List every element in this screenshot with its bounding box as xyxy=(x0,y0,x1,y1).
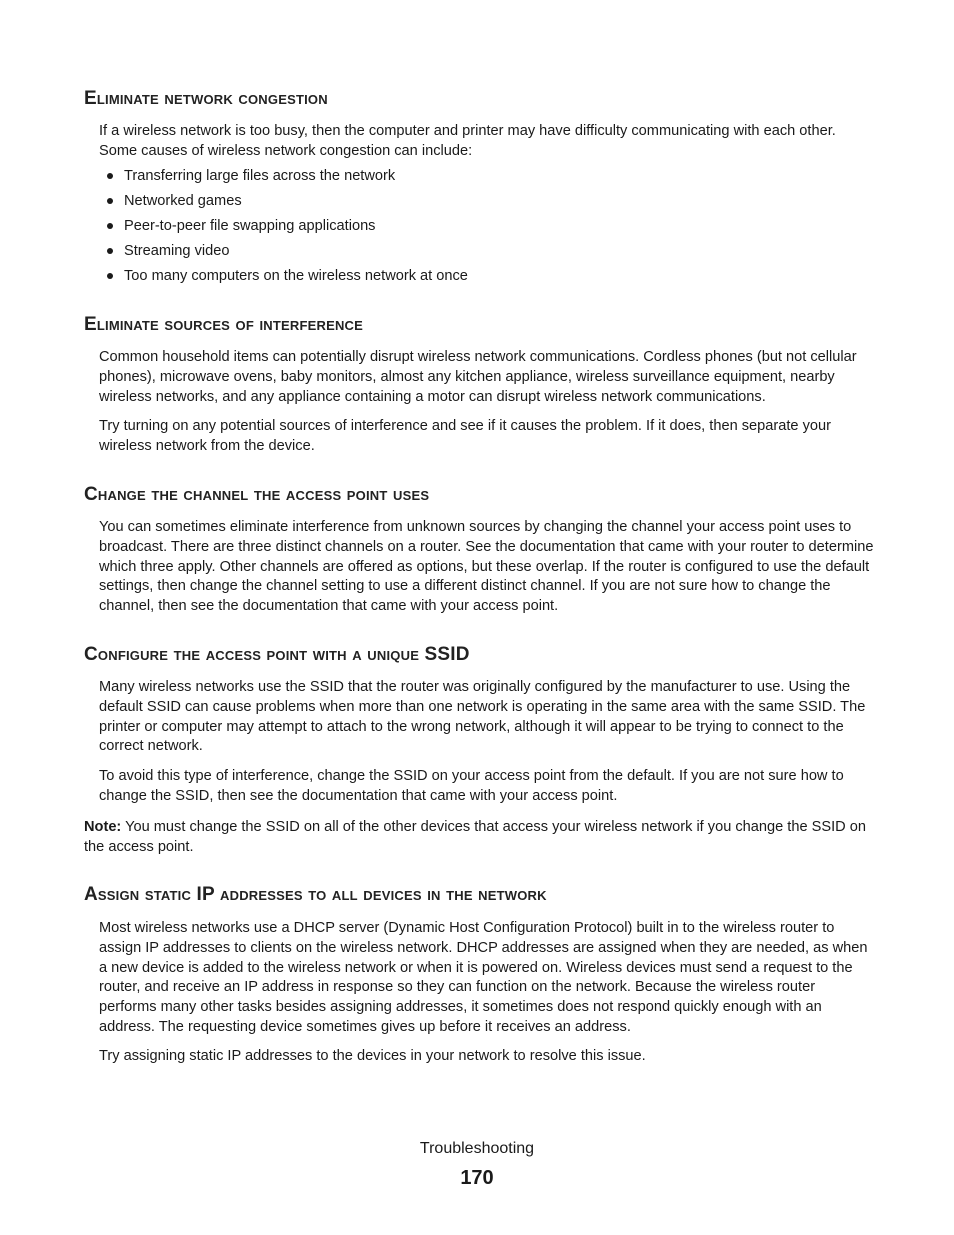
list-item xyxy=(99,191,468,216)
list-item xyxy=(99,241,468,266)
bullet-icon xyxy=(107,248,113,254)
paragraph: Many wireless networks use the SSID that the router was originally configured by the manufacturer to use. Using the default SSID can cause problems when more than one network is operating in the same area with the same SSID. The printer or computer may attempt to attach to the wrong network, although it will appear to be trying to connect to the correct network. xyxy=(99,679,866,755)
section-heading-unique-ssid: Configure the access point with a unique SSID xyxy=(84,644,470,665)
note-label: Note: xyxy=(84,819,122,835)
list-item-text: Peer-to-peer file swapping applications xyxy=(124,218,376,234)
section-heading-change-channel: Change the channel the access point uses xyxy=(84,484,430,505)
paragraph: If a wireless network is too busy, then the computer and printer may have difficulty communicating with each other. Some causes of wireless network congestion can include: xyxy=(99,123,836,159)
paragraph: To avoid this type of interference, change the SSID on your access point from the default. If you are not sure how to change the SSID, then see the documentation that came with your access point. xyxy=(99,768,844,804)
paragraph: You can sometimes eliminate interference from unknown sources by changing the channel your access point uses to broadcast. There are three distinct channels on a router. See the documentation that came with your router to determine which three apply. Other channels are offered as options, but these overlap. If the router is configured to use the default settings, then change the channel setting to use a different distinct channel. If you are not sure how to change the channel, then see the documentation that came with your access point. xyxy=(99,519,874,615)
section-heading-static-ip: Assign static IP addresses to all devices in the network xyxy=(84,884,547,905)
page-number: 170 xyxy=(460,1167,494,1189)
list-item xyxy=(99,266,468,291)
paragraph: Most wireless networks use a DHCP server (Dynamic Host Configuration Protocol) built in to the wireless router to assign IP addresses to clients on the wireless network. DHCP addresses are assigned when they are needed, as when a new device is added to the wireless network or when it is powered on. Wireless devices must send a request to the router, and receive an IP address in response so they can function on the network. Because the wireless router performs many other tasks besides assigning addresses, it sometimes does not respond quickly enough with an address. The requesting device sometimes gives up before it receives an address. xyxy=(99,920,868,1035)
list-item-text: Networked games xyxy=(124,193,242,209)
bullet-icon xyxy=(107,173,113,179)
paragraph: Try assigning static IP addresses to the devices in your network to resolve this issue. xyxy=(99,1048,646,1064)
section-heading-interference: Eliminate sources of interference xyxy=(84,314,363,335)
bullet-icon xyxy=(107,273,113,279)
bullet-list-congestion-causes xyxy=(99,166,468,291)
footer-section-title: Troubleshooting xyxy=(419,1140,535,1157)
list-item-text: Transferring large files across the network xyxy=(124,168,396,184)
note-paragraph xyxy=(84,818,874,858)
bullet-icon xyxy=(107,198,113,204)
section-heading-network-congestion: Eliminate network congestion xyxy=(84,88,328,109)
list-item xyxy=(99,166,468,191)
paragraph: Try turning on any potential sources of interference and see if it causes the problem. If it does, then separate your wireless network from the device. xyxy=(99,418,831,454)
paragraph: Common household items can potentially disrupt wireless network communications. Cordless phones (but not cellular phones), microwave ovens, baby monitors, almost any kitchen appliance, wireless surveillance equipment, nearby wireless networks, and any appliance containing a motor can disrupt wireless network communications. xyxy=(99,349,857,405)
list-item-text: Too many computers on the wireless network at once xyxy=(124,268,468,284)
bullet-icon xyxy=(107,223,113,229)
list-item-text: Streaming video xyxy=(124,243,230,259)
list-item xyxy=(99,216,468,241)
note-text: You must change the SSID on all of the other devices that access your wireless network if you change the SSID on the access point. xyxy=(84,819,866,855)
